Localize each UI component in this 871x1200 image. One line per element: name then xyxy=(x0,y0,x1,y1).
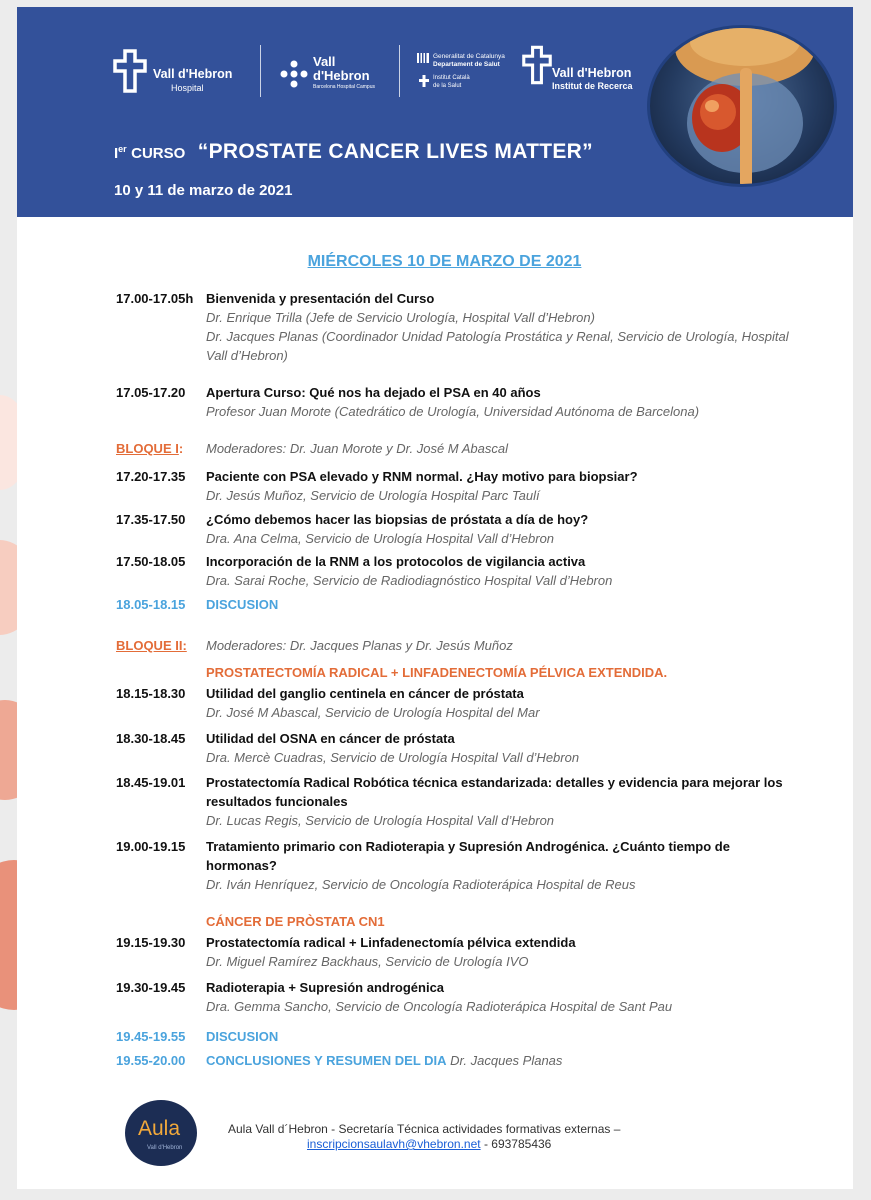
topic-title: Tratamiento primario con Radioterapia y Supresión Androgénica. ¿Cuánto tiempo de hormonas? xyxy=(206,839,730,873)
aula-logo-text: Aula xyxy=(138,1117,181,1140)
logo-title: Vall d'Hebron xyxy=(153,67,233,81)
header-banner xyxy=(17,7,853,217)
section-title: CÁNCER DE PRÒSTATA CN1 xyxy=(206,914,385,929)
course-title xyxy=(114,140,593,164)
speaker: Dra. Ana Celma, Servicio de Urología Hospital Vall d’Hebron xyxy=(206,531,555,546)
speaker: Dr. Iván Henríquez, Servicio de Oncología Radioterápica Hospital de Reus xyxy=(206,877,636,892)
flag-icon xyxy=(417,53,429,63)
speaker: Dra. Sarai Roche, Servicio de Radiodiagnóstico Hospital Vall d’Hebron xyxy=(206,573,613,588)
speaker: Profesor Juan Morote (Catedrático de Urología, Universidad Autónoma de Barcelona) xyxy=(206,404,700,419)
aula-logo xyxy=(125,1100,197,1166)
logo-text: Generalitat de Catalunya xyxy=(433,53,505,60)
logo-title: Vall d'Hebron xyxy=(552,66,632,80)
time-slot: 18.05-18.15 xyxy=(116,597,186,612)
prostate-illustration xyxy=(647,25,837,187)
section-title: PROSTATECTOMÍA RADICAL + LINFADENECTOMÍA PÉLVICA EXTENDIDA. xyxy=(206,665,668,680)
footer-contact xyxy=(307,1137,551,1151)
moderators: Moderadores: Dr. Jacques Planas y Dr. Jesús Muñoz xyxy=(206,638,513,653)
speaker: Dra. Mercè Cuadras, Servicio de Urología Hospital Vall d’Hebron xyxy=(206,750,580,765)
logo-text: Institut Català xyxy=(433,75,470,81)
topic-title: Bienvenida y presentación del Curso xyxy=(206,291,435,306)
topic-title: Utilidad del OSNA en cáncer de próstata xyxy=(206,731,455,746)
ordinal: Ier xyxy=(114,144,127,162)
divider xyxy=(399,45,400,97)
speaker: Dra. Gemma Sancho, Servicio de Oncología Radioterápica Hospital de Sant Pau xyxy=(206,999,673,1014)
time-slot: 19.00-19.15 xyxy=(116,839,186,854)
dot-cross-icon xyxy=(280,60,308,88)
moderators: Moderadores: Dr. Juan Morote y Dr. José M Abascal xyxy=(206,441,509,456)
logo-subtitle: Institut de Recerca xyxy=(552,81,633,91)
course-name: “PROSTATE CANCER LIVES MATTER” xyxy=(197,140,593,163)
day-heading: MIÉRCOLES 10 DE MARZO DE 2021 xyxy=(307,253,582,270)
topic-title: ¿Cómo debemos hacer las biopsias de próstata a día de hoy? xyxy=(206,512,589,527)
speaker: Dr. Jacques Planas xyxy=(450,1053,563,1068)
logo-subtitle: Hospital xyxy=(171,83,204,93)
topic-title: Radioterapia + Supresión androgénica xyxy=(206,980,445,995)
time-slot: 19.45-19.55 xyxy=(116,1029,186,1044)
logo-text: de la Salut xyxy=(433,83,462,89)
time-slot: 18.45-19.01 xyxy=(116,775,186,790)
discussion-label: DISCUSION xyxy=(206,1029,279,1044)
topic-title: Utilidad del ganglio centinela en cáncer de próstata xyxy=(206,686,524,701)
time-slot: 19.30-19.45 xyxy=(116,980,186,995)
phone-number: - 693785436 xyxy=(480,1137,552,1151)
logo-title: d'Hebron xyxy=(313,68,370,83)
logo-title: Vall xyxy=(313,54,336,69)
discussion-label: DISCUSION xyxy=(206,597,279,612)
time-slot: 17.50-18.05 xyxy=(116,554,186,569)
speaker: Dr. Jacques Planas (Coordinador Unidad Patología Prostática y Renal, Servicio de Urología, Hospital Vall d’Hebron) xyxy=(206,329,789,363)
time-slot: 17.20-17.35 xyxy=(116,469,186,484)
curso-label: CURSO xyxy=(131,145,186,162)
cross-logo-icon xyxy=(113,49,147,93)
time-slot: 18.15-18.30 xyxy=(116,686,186,701)
aula-logo-subtext: Vall d'Hebron xyxy=(147,1145,183,1151)
time-slot: 19.55-20.00 xyxy=(116,1053,186,1068)
block-label: BLOQUE I: xyxy=(116,441,184,456)
time-slot: 17.00-17.05h xyxy=(116,291,194,306)
speaker: Dr. Enrique Trilla (Jefe de Servicio Urología, Hospital Vall d’Hebron) xyxy=(206,310,595,325)
email-link[interactable]: inscripcionsaulavh@vhebron.net xyxy=(307,1137,481,1151)
logo-text: Departament de Salut xyxy=(433,61,500,68)
topic-title: Prostatectomía radical + Linfadenectomía pélvica extendida xyxy=(206,935,576,950)
footer-secretaria: Aula Vall d´Hebron - Secretaría Técnica actividades formativas externas – xyxy=(228,1122,621,1136)
topic-title: Apertura Curso: Qué nos ha dejado el PSA en 40 años xyxy=(206,385,541,400)
block-label: BLOQUE II: xyxy=(116,638,187,653)
divider xyxy=(260,45,261,97)
time-slot: 17.05-17.20 xyxy=(116,385,186,400)
topic-title: Incorporación de la RNM a los protocolos de vigilancia activa xyxy=(206,554,586,569)
cross-logo-icon xyxy=(522,45,552,85)
logo-subtitle: Barcelona Hospital Campus xyxy=(313,84,375,90)
cross-icon xyxy=(419,75,429,87)
topic-title: Paciente con PSA elevado y RNM normal. ¿Hay motivo para biopsiar? xyxy=(206,469,638,484)
time-slot: 19.15-19.30 xyxy=(116,935,186,950)
speaker: Dr. Jesús Muñoz, Servicio de Urología Hospital Parc Taulí xyxy=(206,488,540,503)
prostate-image-icon xyxy=(650,28,837,187)
course-date: 10 y 11 de marzo de 2021 xyxy=(114,182,293,199)
conclusions-label: CONCLUSIONES Y RESUMEN DEL DIA xyxy=(206,1053,447,1068)
speaker: Dr. Lucas Regis, Servicio de Urología Hospital Vall d’Hebron xyxy=(206,813,555,828)
speaker: Dr. Miguel Ramírez Backhaus, Servicio de Urología IVO xyxy=(206,954,529,969)
topic-title: Prostatectomía Radical Robótica técnica estandarizada: detalles y evidencia para mejorar los resultados funcionales xyxy=(206,775,783,809)
time-slot: 17.35-17.50 xyxy=(116,512,186,527)
time-slot: 18.30-18.45 xyxy=(116,731,186,746)
document-page xyxy=(17,7,853,1189)
speaker: Dr. José M Abascal, Servicio de Urología Hospital del Mar xyxy=(206,705,540,720)
